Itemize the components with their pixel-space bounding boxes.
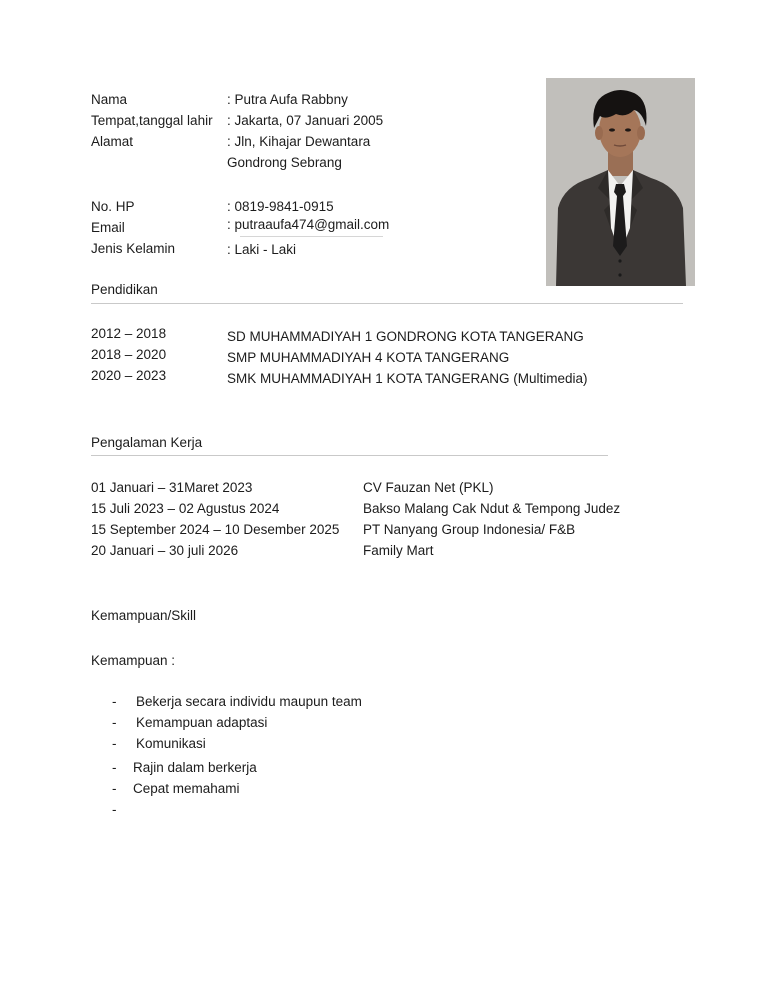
value-jenis-kelamin: : Laki - Laki bbox=[227, 242, 297, 257]
experience-period: 15 September 2024 – 10 Desember 2025 bbox=[91, 522, 340, 537]
bullet-dash: - bbox=[112, 736, 117, 751]
divider-pengalaman bbox=[91, 455, 608, 456]
skill-text: Bekerja secara individu maupun team bbox=[136, 694, 362, 709]
experience-period: 01 Januari – 31Maret 2023 bbox=[91, 480, 253, 495]
skill-text: Kemampuan adaptasi bbox=[136, 715, 268, 730]
bullet-dash: - bbox=[112, 694, 117, 709]
section-heading-skill: Kemampuan/Skill bbox=[91, 608, 197, 623]
education-years: 2018 – 2020 bbox=[91, 347, 167, 362]
value-ttl: : Jakarta, 07 Januari 2005 bbox=[227, 113, 384, 128]
divider-pendidikan bbox=[91, 303, 683, 304]
experience-period: 15 Juli 2023 – 02 Agustus 2024 bbox=[91, 501, 280, 516]
bullet-dash: - bbox=[112, 715, 117, 730]
bullet-dash: - bbox=[112, 760, 117, 775]
label-ttl: Tempat,tanggal lahir bbox=[91, 113, 213, 128]
education-school: SMP MUHAMMADIYAH 4 KOTA TANGERANG bbox=[227, 350, 510, 365]
value-email: : putraaufa474@gmail.com bbox=[227, 217, 390, 232]
label-nama: Nama bbox=[91, 92, 128, 107]
email-underline bbox=[240, 236, 383, 237]
value-alamat: : Jln, Kihajar Dewantara bbox=[227, 134, 371, 149]
experience-company: PT Nanyang Group Indonesia/ F&B bbox=[363, 522, 576, 537]
education-years: 2020 – 2023 bbox=[91, 368, 167, 383]
skill-text: Cepat memahami bbox=[133, 781, 240, 796]
label-alamat: Alamat bbox=[91, 134, 134, 149]
experience-period: 20 Januari – 30 juli 2026 bbox=[91, 543, 239, 558]
experience-company: CV Fauzan Net (PKL) bbox=[363, 480, 494, 495]
label-jenis-kelamin: Jenis Kelamin bbox=[91, 241, 176, 256]
value-alamat-line2: Gondrong Sebrang bbox=[227, 155, 342, 170]
experience-company: Family Mart bbox=[363, 543, 434, 558]
value-nohp: : 0819-9841-0915 bbox=[227, 199, 334, 214]
skills-subheading: Kemampuan : bbox=[91, 653, 176, 668]
label-email: Email bbox=[91, 220, 125, 235]
education-school: SD MUHAMMADIYAH 1 GONDRONG KOTA TANGERANG bbox=[227, 329, 584, 344]
bullet-dash: - bbox=[112, 781, 117, 796]
skill-text: Rajin dalam berkerja bbox=[133, 760, 257, 775]
experience-company: Bakso Malang Cak Ndut & Tempong Judez bbox=[363, 501, 621, 516]
value-nama: : Putra Aufa Rabbny bbox=[227, 92, 348, 107]
bullet-dash: - bbox=[112, 802, 117, 817]
profile-photo bbox=[546, 78, 695, 286]
label-nohp: No. HP bbox=[91, 199, 135, 214]
skill-text: Komunikasi bbox=[136, 736, 206, 751]
section-heading-pendidikan: Pendidikan bbox=[91, 282, 158, 297]
education-school: SMK MUHAMMADIYAH 1 KOTA TANGERANG (Multimedia) bbox=[227, 371, 588, 386]
section-heading-pengalaman: Pengalaman Kerja bbox=[91, 435, 203, 450]
education-years: 2012 – 2018 bbox=[91, 326, 167, 341]
